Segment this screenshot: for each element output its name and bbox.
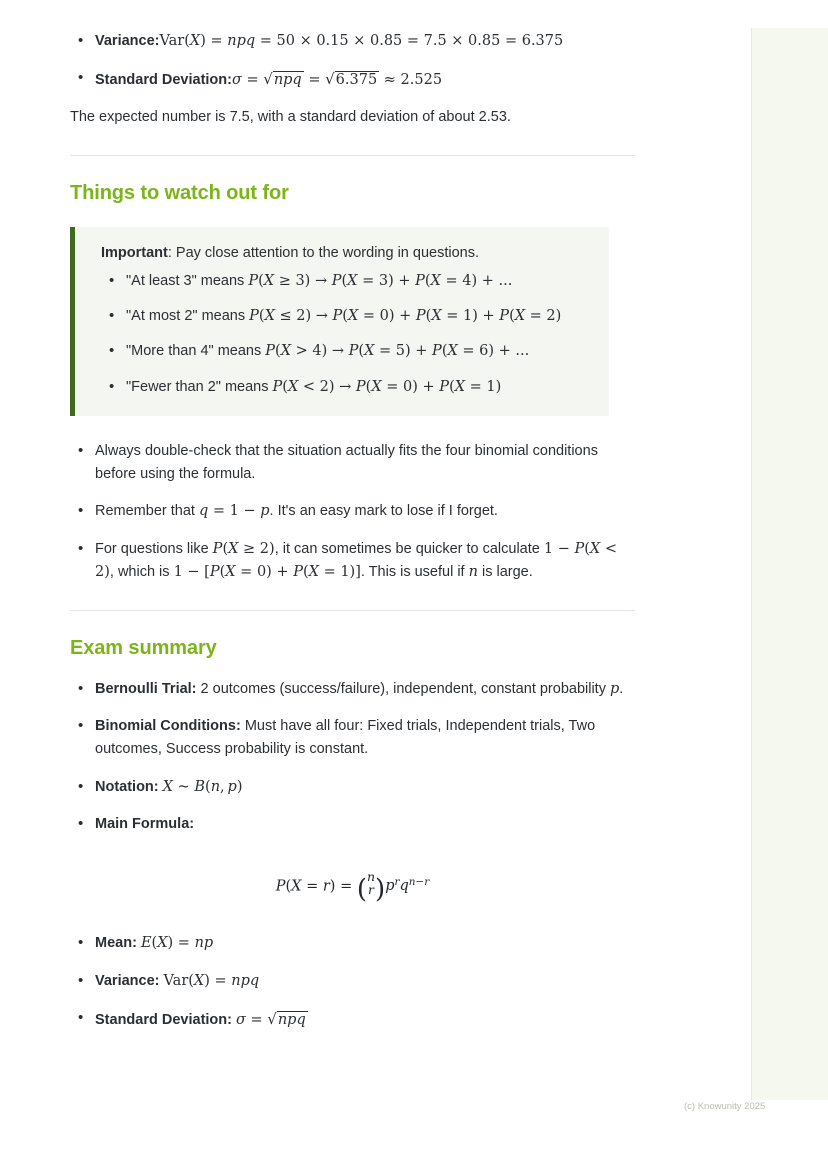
list-item-at-most	[101, 304, 589, 329]
stats-results-list	[70, 30, 635, 92]
more-than-math: P(X > 4) → P(X = 5) + P(X = 6) + ...	[265, 343, 530, 360]
page-side-strip	[751, 28, 828, 1100]
binomial-conditions-text: Must have all four: Fixed trials, Independent trials, Two outcomes, Success probability is constant.	[95, 718, 596, 758]
wording-list	[101, 269, 589, 401]
bernoulli-trial-label: Bernoulli Trial:	[95, 681, 197, 698]
heading-things-to-watch-out-for: Things to watch out for	[70, 181, 289, 204]
at-most-text: "At most 2" means	[126, 307, 250, 324]
variance-label: Variance:	[95, 33, 160, 49]
list-item-tip-q-equals: • Remember that q = 1 − p. It's an easy mark to lose if I forget.	[70, 500, 635, 523]
list-item-standard-deviation	[70, 67, 635, 92]
section-divider-1	[70, 155, 635, 156]
list-item-main-formula	[70, 813, 635, 836]
callout-title-bold: Important	[101, 244, 168, 261]
exam-summary-list-2	[70, 932, 635, 1032]
standard-deviation-summary-label: Standard Deviation:	[95, 1011, 232, 1028]
list-item-variance-summary: • Variance: Var(X) = npq	[70, 970, 635, 993]
important-callout	[70, 227, 609, 416]
expected-number-note: The expected number is 7.5, with a standard deviation of about 2.53.	[70, 109, 511, 126]
list-item-variance	[70, 30, 635, 53]
section-divider-2	[70, 610, 635, 611]
notation-label: Notation:	[95, 778, 159, 795]
footer-credit: (c) Knowunity 2025	[684, 1101, 766, 1112]
document-content	[70, 30, 635, 1046]
list-item-standard-deviation-summary: • Standard Deviation: σ = √npq	[70, 1007, 635, 1032]
exam-summary-list	[70, 678, 635, 836]
variance-summary-label: Variance:	[95, 972, 160, 989]
standard-deviation-expression: σ = √npq = √6.375 ≈ 2.525	[231, 70, 443, 89]
callout-title-rest: : Pay close attention to the wording in questions.	[167, 244, 479, 261]
list-item-mean: • Mean: E(X) = np	[70, 932, 635, 955]
fewer-than-math: P(X < 2) → P(X = 0) + P(X = 1)	[272, 378, 502, 395]
at-least-math: P(X ≥ 3) → P(X = 3) + P(X = 4) + ...	[248, 272, 513, 289]
variance-expression: Var(X) = npq = 50 × 0.15 × 0.85 = 7.5 × 0.85 = 6.375	[159, 33, 564, 49]
list-item-tip-complement: • For questions like P(X ≥ 2), it can sometimes be quicker to calculate 1 − P(X < 2), which is 1 − [P(X = 0) + P(X = 1)]. This is useful if n is large.	[70, 538, 635, 584]
more-than-text: "More than 4" means	[126, 343, 266, 360]
at-least-text: "At least 3" means	[126, 272, 249, 289]
main-formula-label: Main Formula:	[95, 815, 195, 832]
standard-deviation-label: Standard Deviation:	[95, 72, 232, 89]
list-item-fewer-than	[101, 375, 589, 400]
list-item-at-least	[101, 269, 589, 294]
main-formula-display: P(X = r) = ( n r )$p^rq^{n-r}$	[275, 868, 430, 905]
list-item-tip-conditions: • Always double-check that the situation actually fits the four binomial conditions before using the formula.	[70, 440, 635, 486]
heading-exam-summary: Exam summary	[70, 637, 217, 660]
fewer-than-text: "Fewer than 2" means	[126, 378, 273, 395]
binomial-coefficient: ( n r )	[356, 868, 386, 905]
binomial-conditions-label: Binomial Conditions:	[95, 718, 241, 735]
list-item-more-than	[101, 339, 589, 364]
list-item-bernoulli-trial: • Bernoulli Trial: 2 outcomes (success/failure), independent, constant probability p.	[70, 678, 635, 701]
list-item-notation: • Notation: X ~ B(n, p)	[70, 776, 635, 799]
watch-out-tips-list	[70, 440, 635, 584]
mean-label: Mean:	[95, 935, 137, 952]
callout-title	[101, 243, 589, 265]
at-most-math: P(X ≤ 2) → P(X = 0) + P(X = 1) + P(X = 2)	[249, 307, 562, 324]
list-item-binomial-conditions	[70, 715, 635, 761]
